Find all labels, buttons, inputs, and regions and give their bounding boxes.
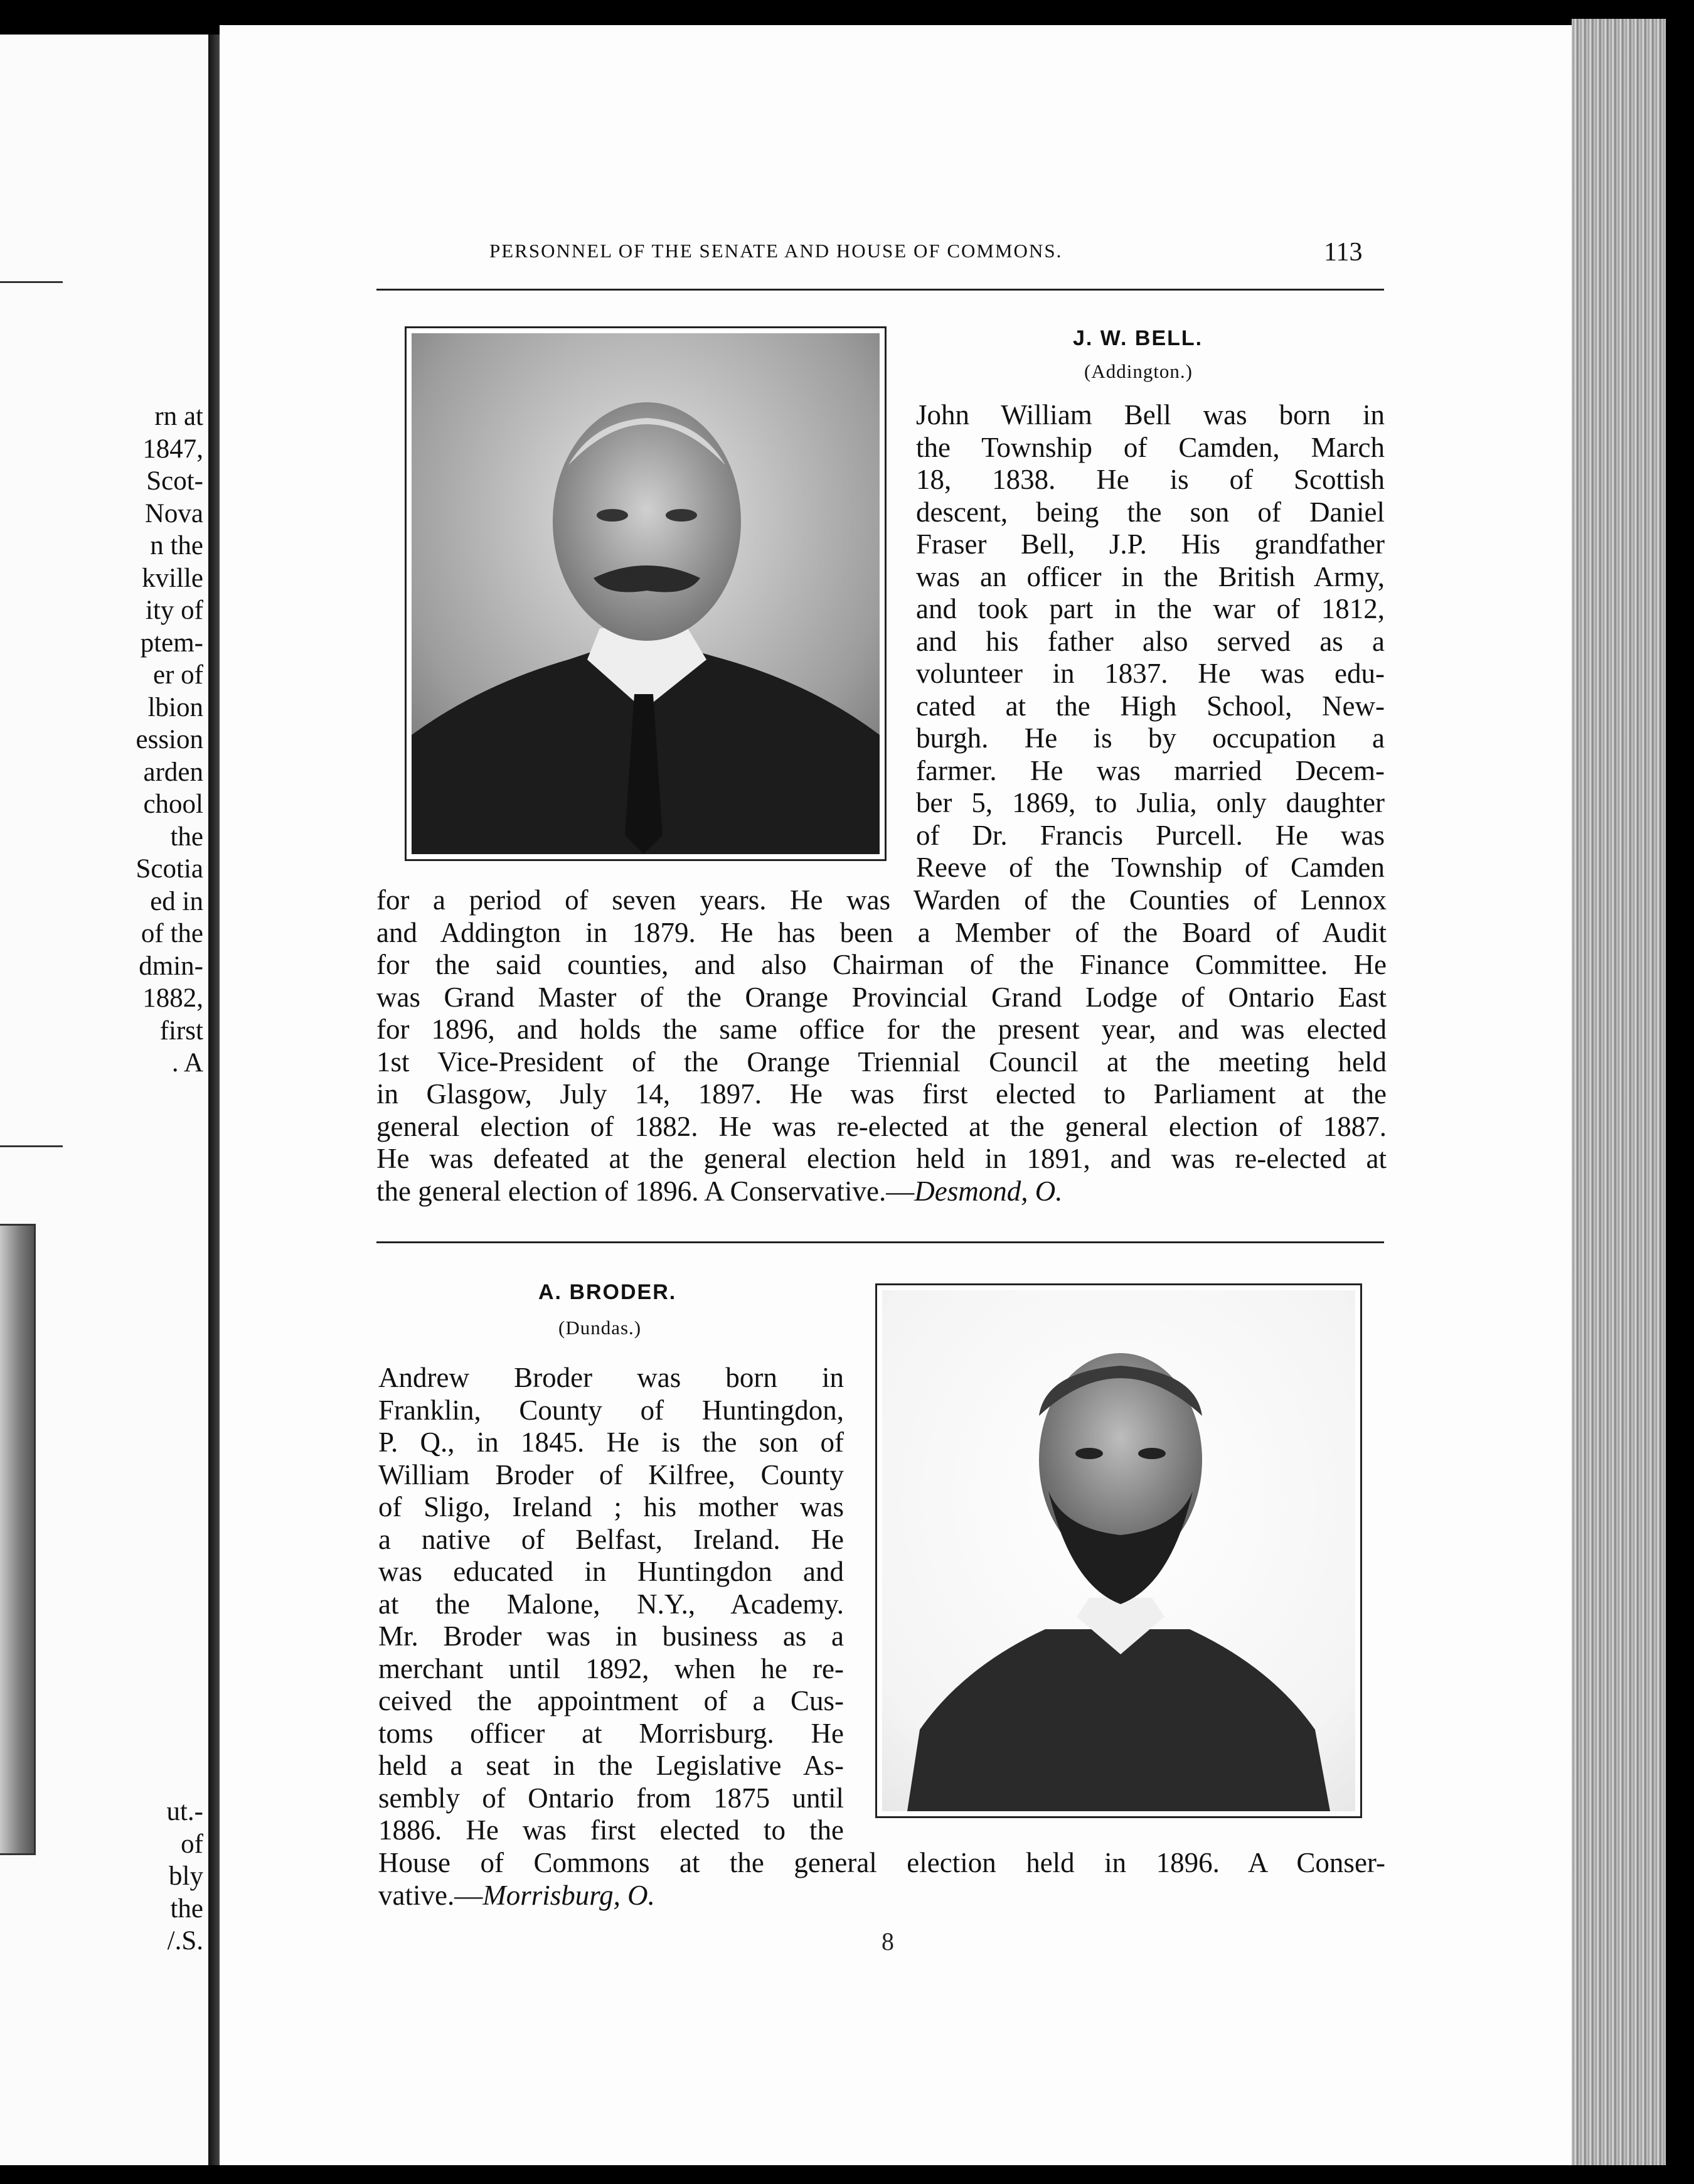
entry-name-broder: A. BRODER.	[538, 1280, 677, 1304]
left-page-top-line: chool	[143, 790, 203, 819]
left-page-top-line: 1847,	[142, 434, 203, 464]
left-page-top-line: ed in	[150, 886, 203, 916]
header-rule	[376, 289, 1384, 291]
entry-name-bell: J. W. BELL.	[1073, 326, 1203, 350]
left-page-top-line: ession	[136, 725, 203, 754]
entry-text-bell-wide: for a period of seven years. He was Warden of the Counties of Lennox and Addington in 1879. He has been a Member of the Board of Audit for the said counties, and also Chairman of the Finance Committee. He was Grand Master of the Orange Provincial Grand Lodge of Ontario East for 1896, and holds the same office for the present year, and was elected 1st Vice-President of the Orange Triennial Council at the meeting held in Glasgow, July 14, 1897. He was first elected to Parliament at the general election of 1882. He was re-elected at the general election of 1887. He was defeated at the general election held in 1891, and was re-elected at the general election of 1896. A Conservative.—Desmond, O.	[376, 884, 1387, 1207]
left-page-top-line: kville	[142, 563, 203, 593]
portrait-bell-image	[412, 333, 880, 854]
left-page-bottom-line: /.S.	[167, 1926, 203, 1956]
left-page-top-line: first	[159, 1015, 203, 1046]
entry-address-bell: Desmond, O.	[914, 1175, 1063, 1207]
left-page-bottom-line: ut.-	[166, 1797, 203, 1826]
left-page-top-line: Scot-	[146, 466, 203, 496]
page-edges	[1572, 19, 1666, 2165]
left-page-top-line: lbion	[147, 692, 203, 722]
portrait-broder	[875, 1283, 1362, 1818]
left-page-bottom-line: the	[170, 1893, 203, 1924]
left-page-text-bottom	[166, 1796, 203, 1957]
left-page-top-line: of the	[141, 919, 203, 948]
left-page-fragment	[0, 35, 210, 2165]
left-page-top-line: . A	[171, 1048, 203, 1078]
left-page-top-line: rn at	[154, 402, 203, 431]
entry-constituency-broder: (Dundas.)	[558, 1317, 642, 1339]
signature-mark: 8	[882, 1927, 894, 1956]
left-page-top-line: ity of	[146, 596, 203, 625]
portrait-bell	[405, 326, 887, 861]
entry-constituency-bell: (Addington.)	[1084, 360, 1193, 382]
entry-text-bell-narrow: John William Bell was born in the Township of Camden, March 18, 1838. He is of Scottish descent, being the son of Daniel Fraser Bell, J.P. His grandfather was an officer in the British Army, and took part in the war of 1812, and his father also served as a volunteer in 1837. He was edu- cated at the High School, New- burgh. He is by occupation a farmer. He was married Decem- ber 5, 1869, to Julia, only daughter of Dr. Francis Purcell. He was Reeve of the Township of Camden	[916, 399, 1385, 883]
left-page-top-line: the	[170, 822, 203, 852]
left-page-top-line: arden	[143, 757, 203, 787]
running-head: PERSONNEL OF THE SENATE AND HOUSE OF COMMONS.	[489, 240, 1063, 262]
left-page-bottom-line: of	[181, 1829, 203, 1859]
entry-text-broder-wide: House of Commons at the general election held in 1896. A Conser- vative.—Morrisburg, O.	[378, 1847, 1385, 1911]
page-number: 113	[1324, 238, 1363, 267]
left-page-top-line: Scotia	[136, 854, 203, 884]
left-page-top-line: 1882,	[142, 983, 203, 1013]
left-page-text-top	[136, 400, 204, 1079]
left-page-bottom-line: bly	[169, 1861, 203, 1891]
left-page-top-line: ptem-	[140, 628, 203, 658]
left-page-top-line: dmin-	[139, 951, 203, 981]
left-page-rule-middle	[0, 1145, 63, 1147]
left-page-top-line: er of	[153, 660, 203, 690]
book-gutter	[208, 35, 220, 2165]
left-page-top-line: Nova	[144, 498, 203, 528]
portrait-broder-image	[882, 1290, 1355, 1811]
entry-address-broder: Morrisburg, O.	[482, 1879, 655, 1911]
left-page-top-line: n the	[150, 531, 203, 560]
entry-text-broder-narrow: Andrew Broder was born in Franklin, County of Huntingdon, P. Q., in 1845. He is the son of William Broder of Kilfree, County of Sligo, Ireland ; his mother was a native of Belfast, Ireland. He was educated in Huntingdon and at the Malone, N.Y., Academy. Mr. Broder was in business as a merchant until 1892, when he re- ceived the appointment of a Cus- toms officer at Morrisburg. He held a seat in the Legislative As- sembly of Ontario from 1875 until 1886. He was first elected to the	[378, 1362, 844, 1846]
entry-separator-rule	[376, 1241, 1384, 1243]
left-page-photo-edge	[0, 1224, 36, 1855]
left-page-rule-top	[0, 281, 63, 283]
